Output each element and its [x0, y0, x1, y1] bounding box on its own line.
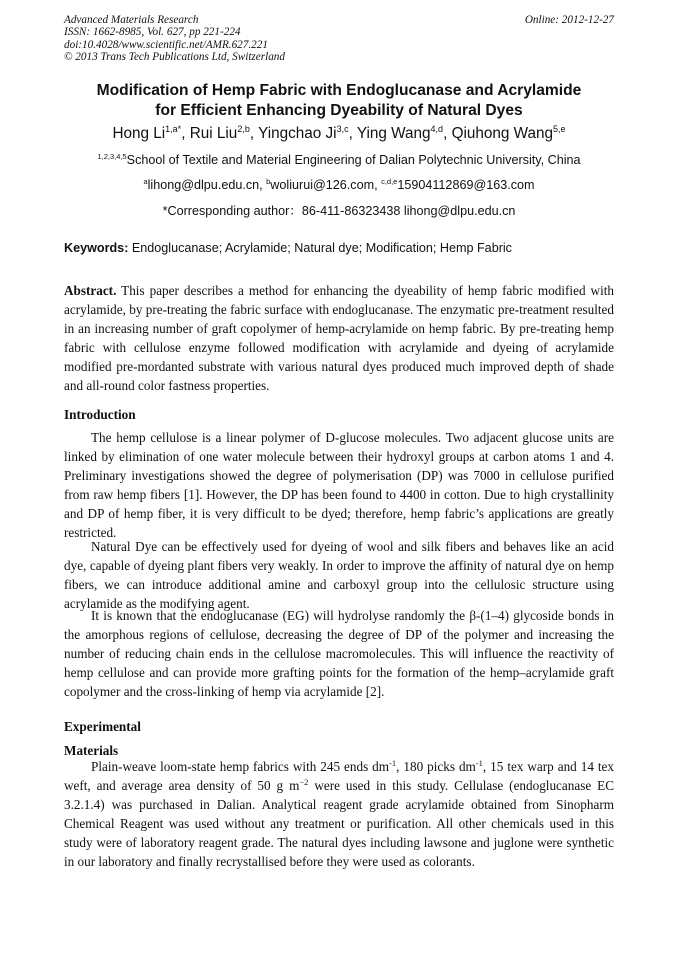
author-affil-marker: 1,a* — [165, 124, 182, 134]
separator: , — [249, 125, 259, 142]
abstract-text: This paper describes a method for enhancing the dyeability of hemp fabric modified with acrylamide, by pre-treating the fabric surface with endoglucanase. The enzymatic pre-treatment resulted in an increasing number of graft copolymer of hemp-acrylamide on hemp fabric. By pre-treating hemp fabric with cellulose enzyme followed modification with acrylamide and dyeing of acrylamide modified pre-mordanted substrate with various natural dyes produced much improved depth of shade and all-round color fastness properties. — [64, 283, 614, 393]
keywords-text: Endoglucanase; Acrylamide; Natural dye; Modification; Hemp Fabric — [128, 241, 512, 255]
superscript: -1 — [475, 758, 483, 768]
keywords — [64, 240, 614, 256]
email-marker: a — [143, 177, 148, 186]
section-heading-introduction: Introduction — [64, 407, 136, 422]
issn-line: ISSN: 1662-8985, Vol. 627, pp 221-224 — [64, 26, 241, 39]
copyright-line: © 2013 Trans Tech Publications Ltd, Switzerland — [64, 50, 285, 63]
email-link[interactable]: woliurui@126.com, — [270, 178, 382, 192]
author-name: Hong Li — [112, 125, 166, 142]
author-affil-marker: 2,b — [237, 124, 250, 134]
materials-text: , 180 picks dm — [396, 759, 476, 774]
keywords-label: Keywords: — [64, 241, 129, 255]
paper-title — [64, 81, 614, 121]
email-marker: c,d,e — [381, 177, 398, 186]
affil-marker: 1,2,3,4,5 — [97, 152, 127, 161]
section-heading-experimental: Experimental — [64, 719, 141, 734]
superscript: -1 — [389, 758, 397, 768]
materials-text: were used in this study. Cellulase (endoglucanase EC 3.2.1.4) was purchased in Dalian. Analytical reagent grade acrylamide obtained from Sinopharm Chemical Reagent was used without any treatment or purification. All other chemicals used in this study were of laboratory reagent grade. The natural dyes including lawsone and juglone were synthetic in our laboratory and finally recrystallised before they were used as colorants. — [64, 777, 614, 869]
intro-paragraph-1: The hemp cellulose is a linear polymer of D-glucose molecules. Two adjacent glucose units are linked by elimination of one water molecule between their hydroxyl groups at carbon atoms 1 and 4. Preliminary investigations showed the degree of polymerisation (DP) was 7000 in cellulose purified from raw hemp fibers [1]. However, the DP has been found to 4400 in cotton. Due to high crystallinity and DP of hemp fiber, it is very difficult to be dyed; therefore, hemp fabric’s applications are greatly restricted. — [64, 430, 614, 540]
author-name: Yingchao Ji — [258, 125, 337, 142]
title-line-1: Modification of Hemp Fabric with Endoglucanase and Acrylamide — [96, 82, 582, 99]
doi-line: doi:10.4028/www.scientific.net/AMR.627.221 — [64, 38, 268, 51]
email-marker: b — [266, 177, 271, 186]
author-name: Rui Liu — [189, 125, 238, 142]
materials-paragraph — [64, 758, 614, 871]
author-affil-marker: 3,c — [336, 124, 349, 134]
author-affil-marker: 5,e — [553, 124, 566, 134]
email-list — [64, 177, 614, 193]
abstract — [64, 282, 614, 395]
journal-name: Advanced Materials Research — [64, 14, 199, 26]
affiliation — [64, 152, 614, 168]
author-name: Qiuhong Wang — [451, 125, 554, 142]
online-date: Online: 2012-12-27 — [524, 14, 614, 26]
intro-paragraph-3: It is known that the endoglucanase (EG) will hydrolyse randomly the β-(1–4) glycoside bonds in the amorphous regions of cellulose, decreasing the degree of DP of the polymer and increasing the number of reducing chain ends in the cellulose macromolecules. This will influence the reactivity of hemp cellulose and can provide more grafting points for the formation of the hemp–acrylamide graft copolymer and the cross-linking of hemp via acrylamide [2]. — [64, 608, 614, 699]
email-link[interactable]: 15904112869@163.com — [397, 178, 535, 192]
title-line-2: for Efficient Enhancing Dyeability of Natural Dyes — [155, 102, 523, 119]
author-list — [64, 124, 614, 144]
author-affil-marker: 4,d — [430, 124, 444, 134]
separator: , — [443, 125, 452, 142]
corresponding-author: *Corresponding author：86-411-86323438 lihong@dlpu.edu.cn — [162, 204, 516, 218]
superscript: −2 — [299, 776, 309, 787]
separator: , — [348, 125, 357, 142]
author-name: Ying Wang — [356, 125, 431, 142]
intro-paragraph-2: Natural Dye can be effectively used for dyeing of wool and silk fibers and behaves like an acid dye, capable of dyeing plant fibers very weakly. In order to improve the affinity of natural dye on hemp fibers, we can introduce additional amine and carboxyl group into the cellulosic structure using acrylamide as the modifying agent. — [64, 539, 614, 611]
journal-header — [64, 14, 285, 63]
abstract-label: Abstract. — [64, 283, 117, 298]
subsection-heading-materials: Materials — [64, 743, 119, 758]
email-link[interactable]: lihong@dlpu.edu.cn, — [147, 178, 267, 192]
materials-text: , 15 tex warp and 14 tex weft, and average area density of 50 g m — [64, 759, 614, 793]
separator: , — [181, 125, 190, 142]
materials-text: Plain-weave loom-state hemp fabrics with 245 ends dm — [91, 759, 390, 774]
affil-text: School of Textile and Material Engineering of Dalian Polytechnic University, China — [126, 153, 581, 167]
